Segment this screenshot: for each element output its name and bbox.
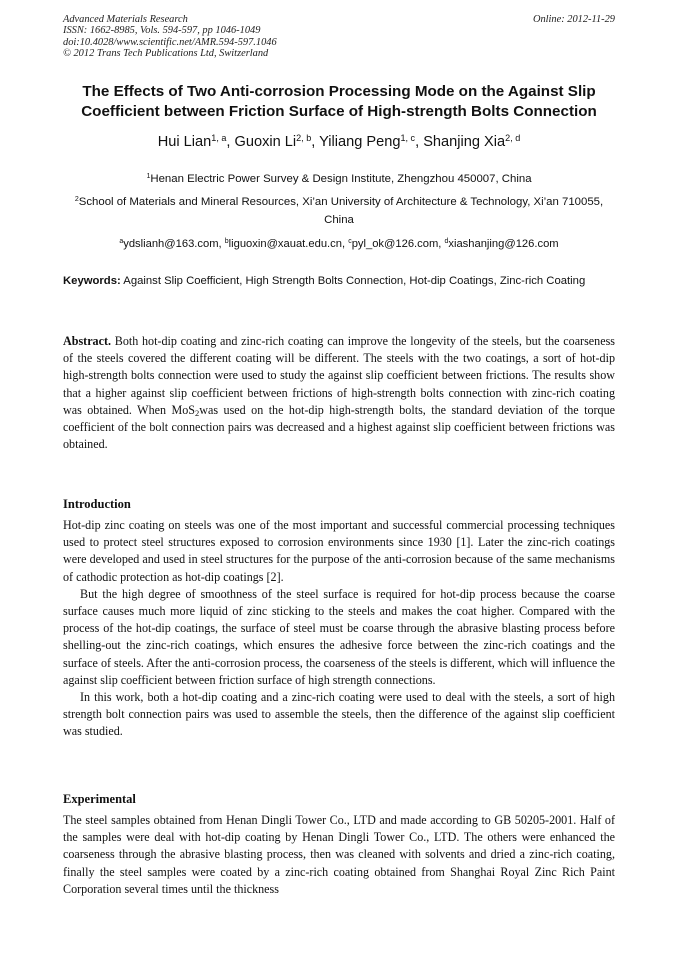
affiliation-number: 2 — [74, 196, 79, 204]
introduction-body — [63, 517, 615, 741]
keywords-label: Keywords: — [63, 275, 121, 287]
experimental-heading: Experimental — [63, 792, 136, 806]
experimental-body — [63, 812, 615, 898]
author — [423, 134, 520, 150]
affiliation-text: School of Materials and Mineral Resources, Xi’an University of Architecture & Technology, Xi’an 710055, China — [78, 196, 604, 226]
introduction-heading: Introduction — [63, 497, 131, 511]
author-separator: , — [311, 134, 320, 150]
email-mark: c — [348, 238, 352, 246]
journal-name: Advanced Materials Research — [63, 14, 188, 25]
abstract-text: Both hot-dip coating and zinc-rich coating can improve the longevity of the steels, but the coarseness of the steels covered the different coating will be different. The steels with the two coatings, a sort of hot-dip high-strength bolts connection were used to study the against slip coefficient between frictions. The results show that a higher against slip coefficient between frictions of high-strength bolts connection with zinc-rich coating was obtained. When MoS — [63, 334, 615, 417]
email-mark: d — [444, 238, 449, 246]
author-affil-mark: 2, d — [505, 133, 521, 144]
paragraph: In this work, both a hot-dip coating and a zinc-rich coating were used to deal with the steels, a sort of high strength bolt connection pairs was used to assemble the steels, then the difference of the against slip coefficient was studied. — [63, 690, 615, 739]
email-mark: a — [119, 238, 124, 246]
affiliation-number: 1 — [146, 173, 151, 181]
online-date: Online: 2012-11-29 — [532, 14, 615, 25]
keywords-text: Against Slip Coefficient, High Strength Bolts Connection, Hot-dip Coatings, Zinc-rich Coating — [120, 275, 586, 287]
journal-header — [63, 14, 615, 59]
email-address[interactable]: liguoxin@xauat.edu.cn — [228, 238, 342, 250]
abstract-subscript: 2 — [195, 407, 200, 418]
affiliation-1 — [63, 170, 615, 188]
author-name: Guoxin Li — [234, 134, 297, 150]
abstract — [63, 333, 615, 453]
author-affil-mark: 1, a — [211, 133, 227, 144]
email-separator: , — [342, 238, 349, 250]
email-list — [63, 236, 615, 252]
email-separator: , — [218, 238, 225, 250]
email-address[interactable]: pyl_ok@126.com — [351, 238, 439, 250]
issn-line: ISSN: 1662-8985, Vols. 594-597, pp 1046-1049 — [63, 25, 261, 37]
email-separator: , — [438, 238, 445, 250]
email-mark: b — [224, 238, 229, 246]
affiliation-text: Henan Electric Power Survey & Design Institute, Zhengzhou 450007, China — [150, 173, 532, 185]
author-name: Yiliang Peng — [319, 134, 401, 150]
paragraph: The steel samples obtained from Henan Dingli Tower Co., LTD and made according to GB 50205-2001. Half of the samples were deal with hot-dip coating by Henan Dingli Tower Co., LTD. The others were enhanced the coarseness through the abrasive blasting process, then was cleaned with solvents and dried a zinc-rich coating, finally the steel samples were coated by a zinc-rich coating obtained from Shanghai Royal Zinc Rich Paint Corporation several times until the thickness — [63, 813, 615, 896]
affiliation-2 — [63, 193, 615, 229]
author-affil-mark: 2, b — [296, 133, 312, 144]
paragraph: But the high degree of smoothness of the steel surface is required for hot-dip process because the coarse surface causes much more liquid of zinc sticking to the steels and makes the coat higher. Compared with the process of the hot-dip coatings, the surface of steel must be coarse through the abrasive blasting process before shelling-out the zinc-rich coatings, which ensures the adhesive force between the zinc-rich coatings and the surface of steels. After the anti-corrosion process, the coarseness of the steels is different, which will influence the against slip coefficient between friction surface of high strength connections. — [63, 586, 615, 687]
author-name: Hui Lian — [157, 134, 212, 150]
abstract-label: Abstract. — [63, 334, 112, 348]
author — [319, 134, 423, 150]
keywords — [63, 273, 615, 290]
abstract-text-continued: was used on the hot-dip high-strength bolts, the standard deviation of the torque coefficient of the bolt connection pairs was decreased and a highest against slip coefficient between frictions was obtained. — [63, 402, 616, 452]
title-line-2: Coefficient between Friction Surface of High-strength Bolts Connection — [81, 103, 597, 120]
author-separator: , — [226, 134, 235, 150]
paper-title — [40, 82, 638, 122]
author-affil-mark: 1, c — [400, 133, 416, 144]
title-line-1: The Effects of Two Anti-corrosion Processing Mode on the Against Slip — [82, 83, 596, 100]
author-separator: , — [415, 134, 424, 150]
copyright-line: © 2012 Trans Tech Publications Ltd, Switzerland — [63, 47, 269, 59]
email-address[interactable]: ydslianh@163.com — [123, 238, 219, 250]
author — [158, 134, 235, 150]
author-list — [40, 133, 638, 151]
author-name: Shanjing Xia — [423, 134, 506, 150]
email-address[interactable]: xiashanjing@126.com — [448, 238, 559, 250]
author — [234, 134, 319, 150]
doi-line: doi:10.4028/www.scientific.net/AMR.594-597.1046 — [63, 36, 277, 48]
paragraph: Hot-dip zinc coating on steels was one of the most important and successful commercial processing techniques used to protect steel structures exposed to corrosion environments since 1930 [1]. Later the zinc-rich coatings were developed and used in steel structures for the purpose of the anti-corrosion because of the same mechanisms of cathodic protection as hot-dip coatings [2]. — [63, 518, 615, 584]
